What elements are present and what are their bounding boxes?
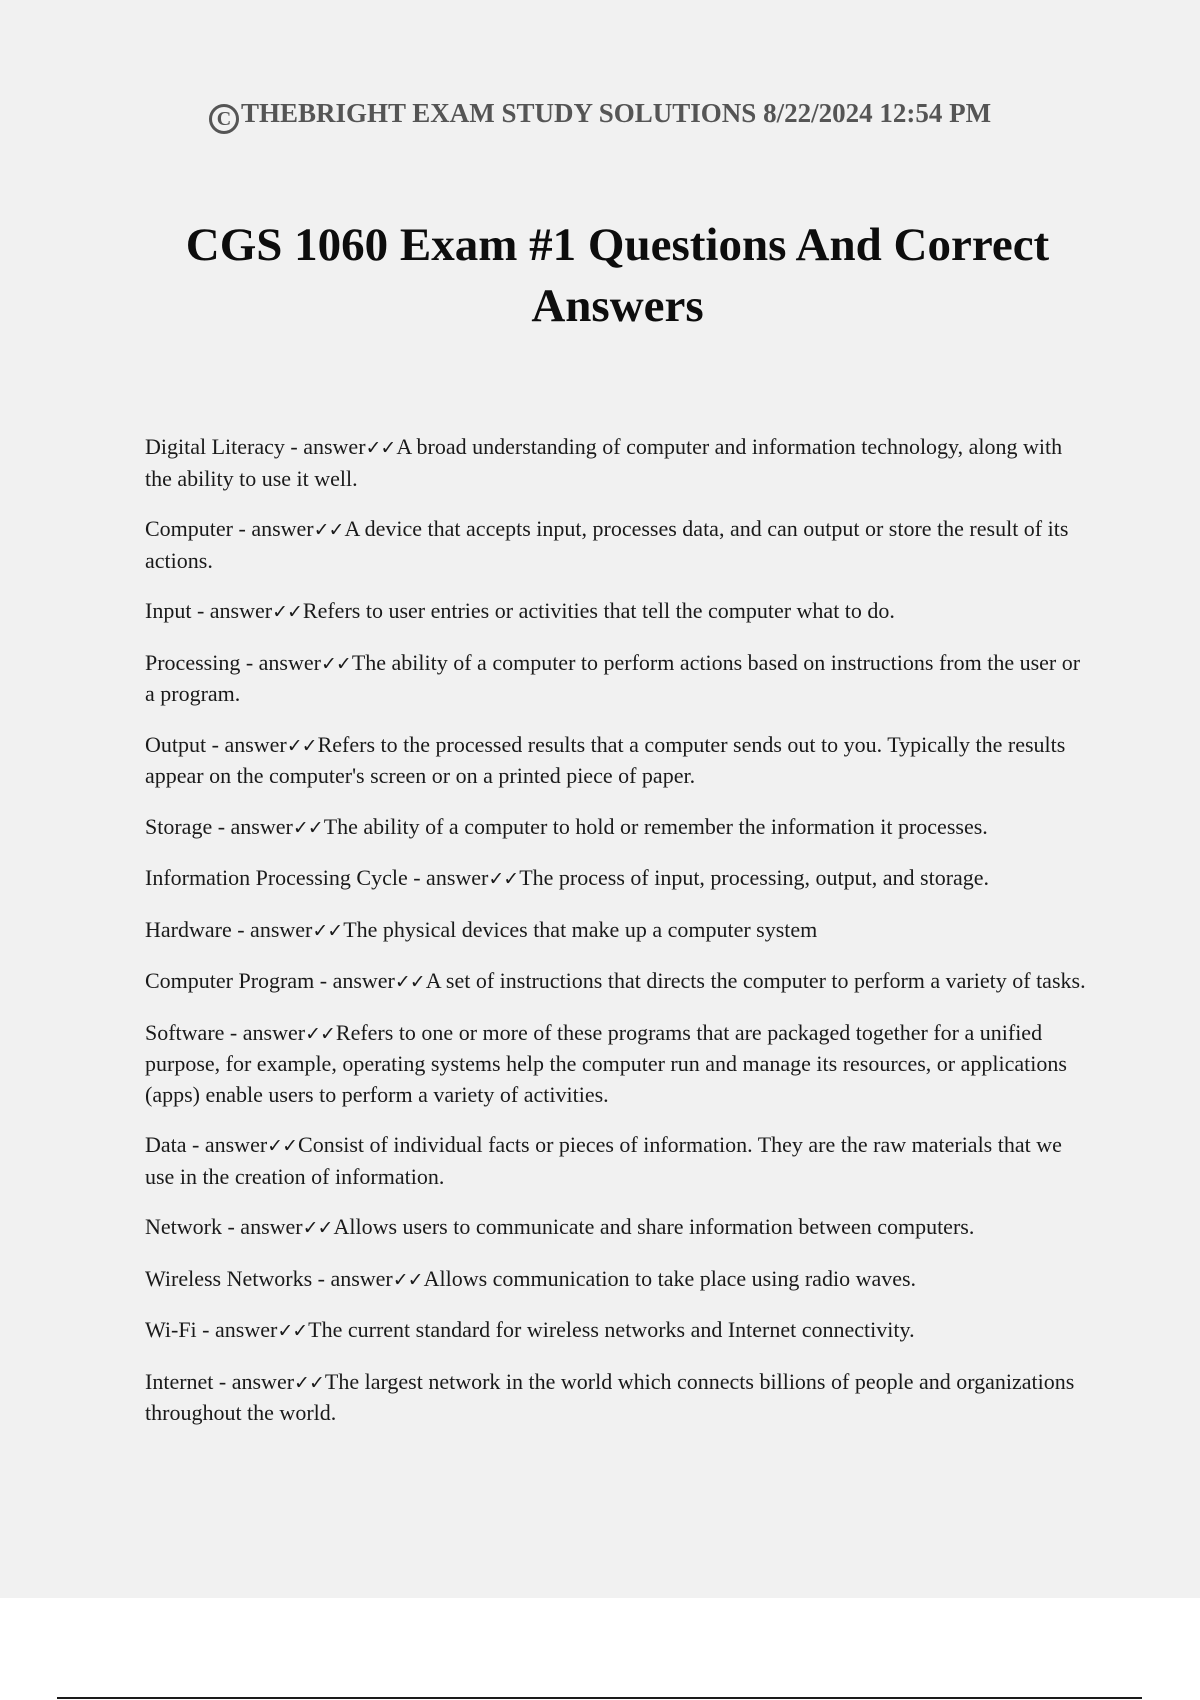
double-check-icon: ✓✓ bbox=[286, 734, 317, 757]
entry-definition: The process of input, processing, output, and storage. bbox=[519, 865, 990, 890]
flashcard-entry bbox=[145, 730, 1090, 792]
double-check-icon: ✓✓ bbox=[292, 816, 323, 839]
entry-term: Wi-Fi - answer bbox=[145, 1317, 278, 1342]
double-check-icon: ✓✓ bbox=[394, 971, 425, 993]
double-check-icon: ✓✓ bbox=[320, 652, 351, 675]
flashcard-entry bbox=[145, 812, 1090, 844]
entry-term: Input - answer bbox=[145, 598, 273, 623]
double-check-icon: ✓✓ bbox=[302, 1217, 333, 1239]
document-title: CGS 1060 Exam #1 Questions And Correct Answers bbox=[185, 219, 1050, 332]
entry-term: Network - answer bbox=[145, 1214, 303, 1239]
entry-definition: The ability of a computer to perform actions based on instructions from the user or a program. bbox=[145, 649, 1081, 706]
entry-definition: A broad understanding of computer and information technology, along with the ability to use it well. bbox=[145, 434, 1063, 491]
flashcard-entry bbox=[145, 1212, 1090, 1244]
entry-definition: Consist of individual facts or pieces of information. They are the raw materials that we use in the creation of information. bbox=[145, 1132, 1062, 1189]
flashcard-list bbox=[145, 432, 1090, 1449]
flashcard-entry bbox=[145, 432, 1090, 494]
flashcard-entry bbox=[145, 1018, 1090, 1111]
copyright-icon: C bbox=[209, 104, 239, 134]
entry-definition: Allows communication to take place using radio waves. bbox=[423, 1265, 917, 1291]
entry-definition: Refers to the processed results that a computer sends out to you. Typically the results appear on the computer's screen or on a printed piece of paper. bbox=[145, 731, 1066, 788]
double-check-icon: ✓✓ bbox=[294, 1371, 324, 1394]
entry-term: Data - answer bbox=[145, 1132, 268, 1157]
entry-term: Wireless Networks - answer bbox=[145, 1265, 393, 1291]
flashcard-entry bbox=[145, 863, 1090, 895]
double-check-icon: ✓✓ bbox=[272, 601, 302, 623]
entry-definition: The physical devices that make up a computer system bbox=[343, 916, 818, 942]
page-divider bbox=[57, 1697, 1142, 1699]
entry-term: Internet - answer bbox=[145, 1368, 295, 1394]
header-text: THEBRIGHT EXAM STUDY SOLUTIONS 8/22/2024 12:54 PM bbox=[240, 98, 992, 128]
double-check-icon: ✓✓ bbox=[312, 919, 343, 942]
entry-definition: A device that accepts input, processes data, and can output or store the result of its actions. bbox=[145, 516, 1069, 573]
entry-definition: Refers to one or more of these programs that are packaged together for a unified purpose, for example, operating systems help the computer run and manage its resources, or applications (apps) enable users to perform a variety of activities. bbox=[145, 1019, 1067, 1107]
flashcard-entry bbox=[145, 514, 1090, 576]
entry-term: Computer Program - answer bbox=[145, 968, 395, 993]
flashcard-entry bbox=[145, 1315, 1090, 1347]
entry-term: Output - answer bbox=[145, 731, 287, 757]
double-check-icon: ✓✓ bbox=[267, 1135, 298, 1157]
entry-term: Information Processing Cycle - answer bbox=[145, 865, 489, 890]
double-check-icon: ✓✓ bbox=[313, 519, 344, 541]
flashcard-entry bbox=[145, 596, 1090, 628]
page-header bbox=[0, 98, 1200, 134]
entry-term: Digital Literacy - answer bbox=[145, 434, 366, 459]
flashcard-entry bbox=[145, 1130, 1090, 1192]
entry-term: Processing - answer bbox=[145, 649, 321, 675]
flashcard-entry bbox=[145, 966, 1090, 998]
flashcard-entry bbox=[145, 648, 1090, 710]
entry-term: Hardware - answer bbox=[145, 916, 313, 942]
flashcard-entry bbox=[145, 1264, 1090, 1296]
entry-definition: Allows users to communicate and share information between computers. bbox=[333, 1214, 975, 1239]
entry-definition: Refers to user entries or activities that tell the computer what to do. bbox=[302, 598, 895, 623]
entry-definition: A set of instructions that directs the computer to perform a variety of tasks. bbox=[425, 968, 1086, 993]
entry-definition: The current standard for wireless networks and Internet connectivity. bbox=[308, 1317, 915, 1342]
entry-term: Storage - answer bbox=[145, 813, 293, 839]
double-check-icon: ✓✓ bbox=[277, 1320, 308, 1342]
entry-definition: The largest network in the world which connects billions of people and organizations throughout the world. bbox=[145, 1368, 1075, 1425]
double-check-icon: ✓✓ bbox=[392, 1268, 423, 1291]
entry-term: Computer - answer bbox=[145, 516, 314, 541]
flashcard-entry bbox=[145, 1367, 1090, 1429]
flashcard-entry bbox=[145, 915, 1090, 947]
double-check-icon: ✓✓ bbox=[488, 868, 519, 890]
entry-term: Software - answer bbox=[145, 1019, 306, 1045]
double-check-icon: ✓✓ bbox=[305, 1022, 335, 1045]
entry-definition: The ability of a computer to hold or remember the information it processes. bbox=[323, 813, 988, 839]
double-check-icon: ✓✓ bbox=[365, 437, 396, 459]
